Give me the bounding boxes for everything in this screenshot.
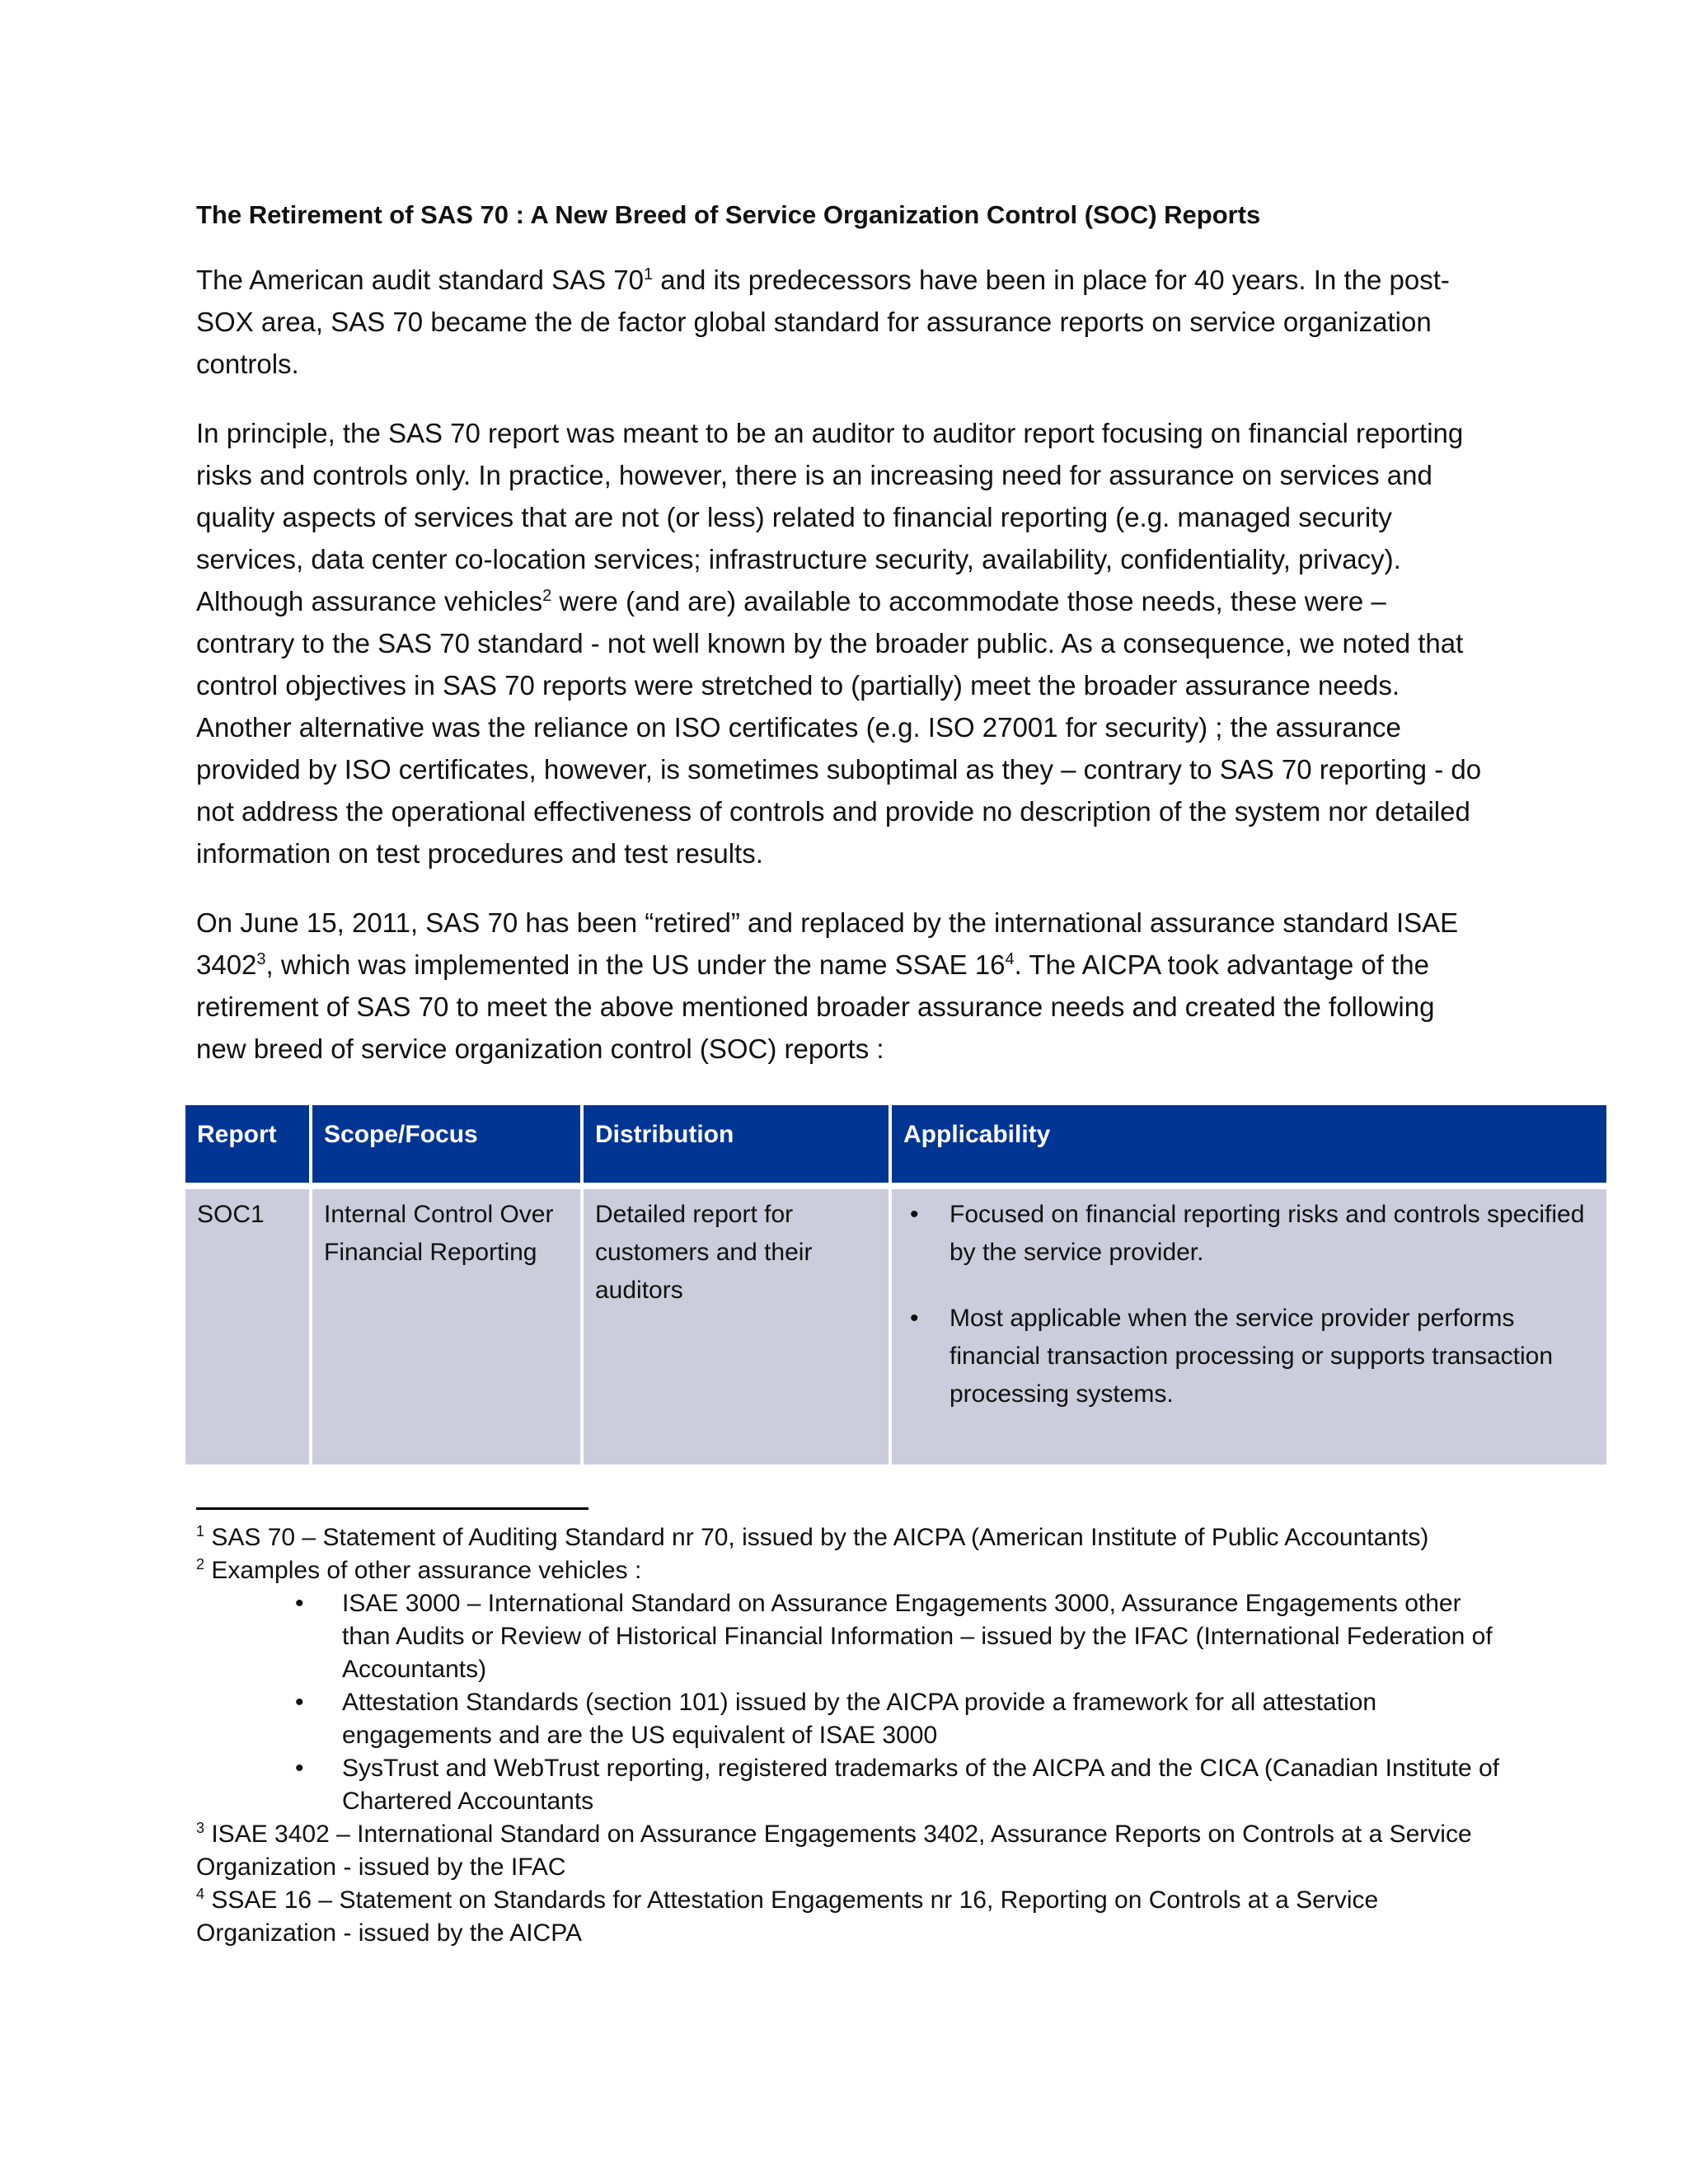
table-header-row: [185, 1105, 1606, 1183]
footnote-1: [196, 1521, 1515, 1554]
paragraph-3: [196, 902, 1482, 1070]
applicability-item: • Most applicable when the service provider performs financial transaction processing or supports transaction processing systems.: [903, 1300, 1595, 1413]
footnotes: [196, 1521, 1515, 1950]
footnote-3: [196, 1818, 1515, 1884]
table-row: [185, 1183, 1606, 1465]
header-distribution: Distribution: [584, 1105, 892, 1183]
soc-reports-table: [185, 1105, 1606, 1465]
paragraph-1: [196, 259, 1482, 385]
header-report: Report: [185, 1105, 312, 1183]
footnote-2-list: [196, 1587, 1515, 1818]
footnote-2: [196, 1554, 1515, 1587]
footnote-4-number: 4: [196, 1886, 205, 1902]
main-content: [196, 196, 1482, 1097]
paragraph-3-text-b: , which was implemented in the US under the name SSAE 16: [265, 949, 1006, 980]
footnote-2-item: • SysTrust and WebTrust reporting, registered trademarks of the AICPA and the CICA (Canadian Institute of Chartered Accountants: [342, 1752, 1515, 1818]
applicability-item: • Focused on financial reporting risks and controls specified by the service provider.: [903, 1196, 1595, 1272]
footnote-ref-3[interactable]: 3: [256, 950, 266, 968]
footnote-3-number: 3: [196, 1820, 205, 1836]
footnote-4-text: SSAE 16 – Statement on Standards for Attestation Engagements nr 16, Reporting on Controls at a Service Organization - issued by the AICPA: [196, 1886, 1379, 1947]
paragraph-3-text-c: . The AICPA took advantage of the retirement of SAS 70 to meet the above mentioned broader assurance needs and created the following new breed of service organization control (SOC) reports :: [196, 949, 1435, 1064]
footnote-2-item: • Attestation Standards (section 101) issued by the AICPA provide a framework for all attestation engagements and are the US equivalent of ISAE 3000: [342, 1686, 1515, 1752]
footnote-2-text: Examples of other assurance vehicles :: [204, 1557, 642, 1584]
header-scope-focus: Scope/Focus: [312, 1105, 584, 1183]
cell-report: SOC1: [185, 1183, 312, 1465]
applicability-list: [903, 1196, 1595, 1413]
paragraph-3-text-a: On June 15, 2011, SAS 70 has been “retired” and replaced by the international assurance standard ISAE 3402: [196, 907, 1459, 980]
footnote-1-number: 1: [196, 1523, 205, 1540]
footnote-2-number: 2: [196, 1556, 205, 1572]
cell-distribution: Detailed report for customers and their auditors: [584, 1183, 892, 1465]
footnote-ref-1[interactable]: 1: [644, 265, 654, 284]
paragraph-1-text-a: The American audit standard SAS 70: [196, 265, 644, 295]
footnote-ref-4[interactable]: 4: [1005, 950, 1015, 968]
cell-scope: Internal Control Over Financial Reporting: [312, 1183, 584, 1465]
footnote-1-text: SAS 70 – Statement of Auditing Standard nr 70, issued by the AICPA (American Institute of Public Accountants): [204, 1524, 1429, 1551]
header-applicability: Applicability: [892, 1105, 1606, 1183]
footnote-separator: [196, 1507, 588, 1510]
paragraph-1-text-b: and its predecessors have been in place for 40 years. In the post-SOX area, SAS 70 became the de factor global standard for assurance reports on service organization controls.: [196, 265, 1450, 379]
footnote-3-text: ISAE 3402 – International Standard on Assurance Engagements 3402, Assurance Reports on Controls at a Service Organization - issued by the IFAC: [196, 1821, 1472, 1881]
document-title: The Retirement of SAS 70 : A New Breed of Service Organization Control (SOC) Reports: [196, 200, 1261, 229]
footnote-2-item: • ISAE 3000 – International Standard on Assurance Engagements 3000, Assurance Engagements other than Audits or Review of Historical Financial Information – issued by the IFAC (International Federation of Accountants): [342, 1587, 1515, 1686]
footnote-4: [196, 1884, 1515, 1950]
paragraph-2-text-a: In principle, the SAS 70 report was meant to be an auditor to auditor report focusing on financial reporting risks and controls only. In practice, however, there is an increasing need for assurance on services and quality aspects of services that are not (or less) related to financial reporting (e.g. managed security services, data center co-location services; infrastructure security, availability, confidentiality, privacy). Although assurance vehicles: [196, 418, 1464, 616]
paragraph-2-text-b: were (and are) available to accommodate those needs, these were – contrary to the SAS 70 standard - not well known by the broader public. As a consequence, we noted that control objectives in SAS 70 reports were stretched to (partially) meet the broader assurance needs. Another alternative was the reliance on ISO certificates (e.g. ISO 27001 for security) ; the assurance provided by ISO certificates, however, is sometimes suboptimal as they – contrary to SAS 70 reporting - do not address the operational effectiveness of controls and provide no description of the system nor detailed information on test procedures and test results.: [196, 586, 1482, 869]
paragraph-2: [196, 412, 1482, 874]
cell-applicability: [892, 1183, 1606, 1465]
footnote-ref-2[interactable]: 2: [542, 587, 552, 605]
